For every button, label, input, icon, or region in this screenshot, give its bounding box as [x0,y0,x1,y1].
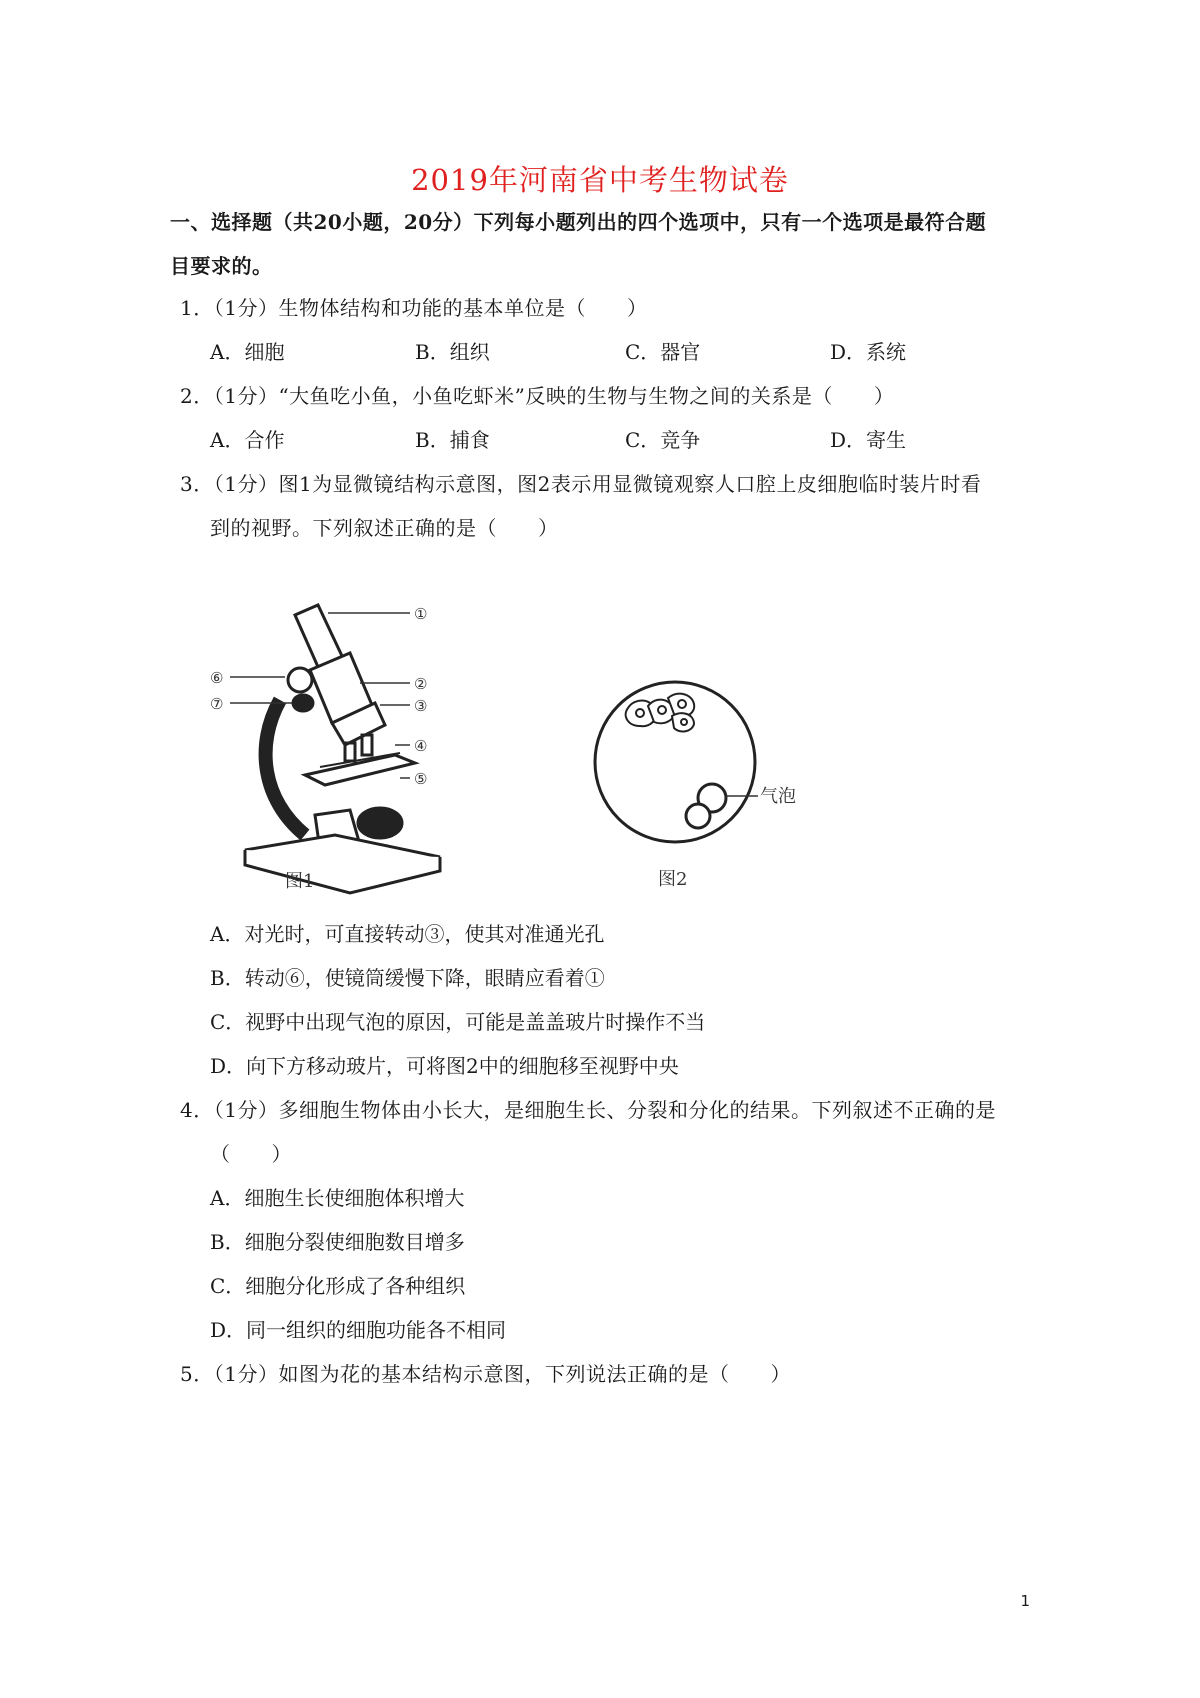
question-2-option-d: D．寄生 [830,428,907,452]
question-2-option-b: B．捕食 [415,428,490,452]
section-heading-line2: 目要求的。 [170,254,273,278]
bubble-label: 气泡 [760,786,796,807]
microscope-label-1: ① [414,605,428,623]
question-1-option-c: C．器官 [625,340,701,364]
question-4-option-a: A．细胞生长使细胞体积增大 [210,1186,465,1210]
question-3-option-b: B．转动⑥，使镜筒缓慢下降，眼睛应看着① [210,966,605,990]
microscope-figure [210,595,480,895]
page-number: 1 [1020,1592,1030,1610]
question-3-option-c: C．视野中出现气泡的原因，可能是盖盖玻片时操作不当 [210,1010,706,1034]
microscope-label-7: ⑦ [210,695,224,713]
question-1-option-d: D．系统 [830,340,907,364]
question-1-stem: 1．（1分）生物体结构和功能的基本单位是（ ） [180,296,648,320]
figure-2-caption: 图2 [658,869,688,890]
question-4-option-b: B．细胞分裂使细胞数目增多 [210,1230,465,1254]
field-of-view-figure [590,680,840,900]
microscope-label-2: ② [414,675,428,693]
question-5-stem: 5．（1分）如图为花的基本结构示意图，下列说法正确的是（ ） [180,1362,791,1386]
question-3-option-a: A．对光时，可直接转动③，使其对准通光孔 [210,922,605,946]
question-3-stem-line2: 到的视野。下列叙述正确的是（ ） [210,516,559,540]
question-3-stem-line1: 3．（1分）图1为显微镜结构示意图，图2表示用显微镜观察人口腔上皮细胞临时装片时看 [180,472,982,496]
question-1-option-b: B．组织 [415,340,490,364]
microscope-label-4: ④ [414,737,428,755]
question-3-option-d: D．向下方移动玻片，可将图2中的细胞移至视野中央 [210,1054,679,1078]
microscope-label-5: ⑤ [414,770,428,788]
question-4-option-d: D．同一组织的细胞功能各不相同 [210,1318,507,1342]
question-4-stem-line1: 4．（1分）多细胞生物体由小长大，是细胞生长、分裂和分化的结果。下列叙述不正确的是 [180,1098,996,1122]
question-4-option-c: C．细胞分化形成了各种组织 [210,1274,466,1298]
microscope-label-6: ⑥ [210,669,224,687]
microscope-label-3: ③ [414,697,428,715]
page-title: 2019年河南省中考生物试卷 [411,163,789,197]
question-2-option-c: C．竞争 [625,428,701,452]
figure-1-caption: 图1 [285,871,315,892]
question-4-stem-line2: （ ） [210,1142,292,1166]
section-heading-line1: 一、选择题（共20小题，20分）下列每小题列出的四个选项中，只有一个选项是最符合题 [170,210,987,234]
question-1-option-a: A．细胞 [210,340,285,364]
question-2-option-a: A．合作 [210,428,285,452]
question-2-stem: 2．（1分）“大鱼吃小鱼，小鱼吃虾米”反映的生物与生物之间的关系是（ ） [180,384,895,408]
